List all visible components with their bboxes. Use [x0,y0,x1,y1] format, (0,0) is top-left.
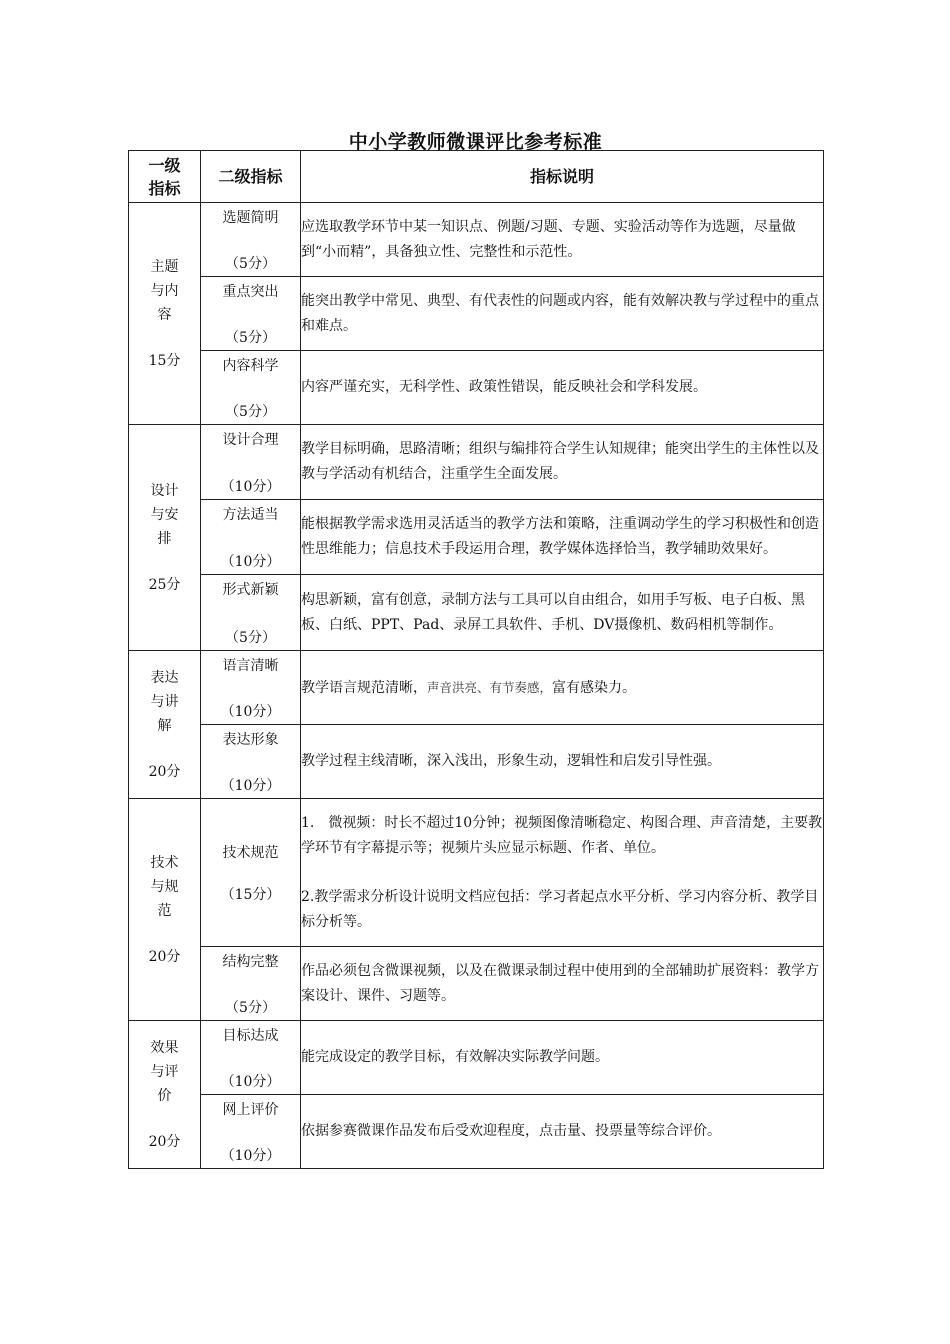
item-points: （10分） [220,778,281,794]
description-paragraph: 1. 微视频：时长不超过10分钟；视频图像清晰稳定、构图合理、声音清楚，主要教学环节有字幕提示等；视频片头应显示标题、作者、单位。 [301,814,823,856]
section-name: 技术与规范 [150,854,179,919]
section-cell [129,203,201,425]
item-name: 重点突出 [222,284,279,300]
header-row [129,151,824,203]
item-cell [201,425,301,500]
item-points: （10分） [220,554,281,570]
section-cell [129,799,201,1021]
table-row [129,799,824,947]
item-description: 能根据教学需求选用灵活适当的教学方法和策略，注重调动学生的学习积极性和创造性思维能力；信息技术手段运用合理，教学媒体选择恰当，教学辅助效果好。 [301,500,824,575]
item-points: （10分） [220,1148,281,1164]
item-cell [201,351,301,425]
item-points: （5分） [225,1000,276,1016]
table-row [129,947,824,1021]
item-points: （5分） [225,256,276,272]
item-name: 形式新颖 [222,582,279,598]
item-description: 能突出教学中常见、典型、有代表性的问题或内容，能有效解决教与学过程中的重点和难点。 [301,277,824,351]
section-cell [129,1021,201,1169]
item-name: 网上评价 [222,1102,279,1118]
section-score: 20分 [148,948,181,965]
item-name: 目标达成 [222,1028,279,1044]
table-row [129,203,824,277]
item-cell [201,799,301,947]
section-cell [129,651,201,799]
item-description: 构思新颖，富有创意，录制方法与工具可以自由组合，如用手写板、电子白板、黑板、白纸、PPT、Pad、录屏工具软件、手机、DV摄像机、数码相机等制作。 [301,575,824,651]
item-points: （15分） [220,886,281,903]
table-row [129,351,824,425]
item-description: 能完成设定的教学目标，有效解决实际教学问题。 [301,1021,824,1095]
item-description: 依据参赛微课作品发布后受欢迎程度，点击量、投票量等综合评价。 [301,1095,824,1169]
section-name: 主题与内容 [150,258,179,323]
table-row [129,277,824,351]
item-description: 内容严谨充实，无科学性、政策性错误，能反映社会和学科发展。 [301,351,824,425]
section-name: 表达与讲解 [150,669,179,734]
item-cell [201,277,301,351]
section-score: 20分 [148,763,181,780]
table-row [129,651,824,725]
item-name: 设计合理 [222,432,279,448]
item-points: （10分） [220,479,281,495]
section-cell [129,425,201,651]
item-description [301,799,824,947]
rubric-table [128,150,824,1169]
item-cell [201,575,301,651]
item-points: （5分） [225,404,276,420]
item-description: 教学目标明确，思路清晰；组织与编排符合学生认知规律；能突出学生的主体性以及教与学活动有机结合，注重学生全面发展。 [301,425,824,500]
item-cell [201,500,301,575]
section-name: 效果与评价 [150,1039,179,1104]
item-cell [201,1095,301,1169]
item-cell [201,947,301,1021]
item-name: 选题简明 [222,210,279,226]
table-row [129,1095,824,1169]
item-cell [201,725,301,799]
item-name: 内容科学 [222,358,279,374]
item-name: 结构完整 [222,954,279,970]
table-row [129,500,824,575]
table-row [129,425,824,500]
item-name: 技术规范 [222,844,279,861]
item-description: 应选取教学环节中某一知识点、例题/习题、专题、实验活动等作为选题，尽量做到“小而精”，具备独立性、完整性和示范性。 [301,203,824,277]
item-description: 教学过程主线清晰，深入浅出，形象生动，逻辑性和启发引导性强。 [301,725,824,799]
section-score: 15分 [148,352,181,369]
item-points: （5分） [225,330,276,346]
item-name: 方法适当 [222,507,279,523]
item-cell [201,1021,301,1095]
section-score: 20分 [148,1133,181,1150]
item-name: 语言清晰 [222,658,279,674]
section-score: 25分 [148,576,181,593]
item-points: （10分） [220,1074,281,1090]
header-level1: 一级指标 [129,151,201,203]
header-description: 指标说明 [301,151,824,203]
section-name: 设计与安排 [150,482,179,547]
item-points: （5分） [225,630,276,646]
item-description: 作品必须包含微课视频，以及在微课录制过程中使用到的全部辅助扩展资料：教学方案设计、课件、习题等。 [301,947,824,1021]
table-row [129,725,824,799]
page-title: 中小学教师微课评比参考标准 [348,131,603,153]
table-row [129,575,824,651]
header-level2: 二级指标 [201,151,301,203]
description-paragraph: 2.教学需求分析设计说明文档应包括：学习者起点水平分析、学习内容分析、教学目标分析等。 [301,888,819,930]
item-cell [201,651,301,725]
item-cell [201,203,301,277]
item-points: （10分） [220,704,281,720]
item-description: 教学语言规范清晰，声音洪亮、有节奏感，富有感染力。 [301,651,824,725]
item-name: 表达形象 [222,732,279,748]
table-row [129,1021,824,1095]
